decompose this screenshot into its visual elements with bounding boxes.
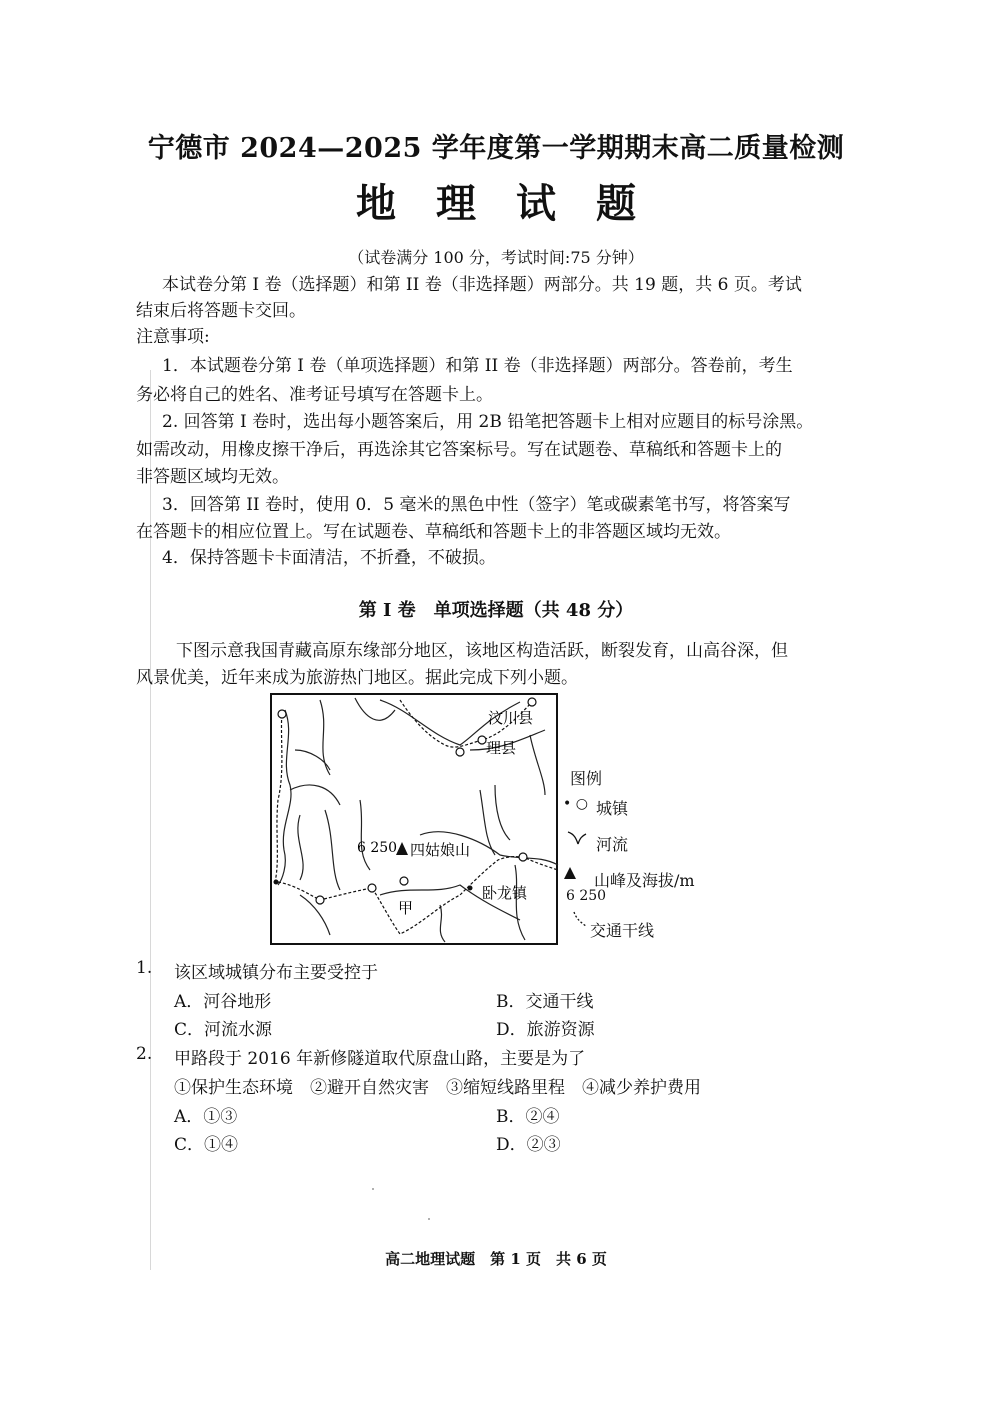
town-markers [278,698,536,904]
legend-river-icon [566,828,588,848]
note-2-line-1: 2. 回答第 I 卷时，选出每小题答案后，用 2B 铅笔把答题卡上相对应题目的标号涂黑。 [162,412,814,432]
note-4: 4．保持答题卡卡面清洁，不折叠，不破损。 [162,548,496,568]
question-1-option-a[interactable]: A．河谷地形 [174,992,272,1012]
town-marker [400,877,408,885]
scan-artifact-line [150,370,151,1270]
map-label-wenchuan: 汶川县 [488,709,534,727]
legend-river-label: 河流 [596,835,629,854]
town-marker [368,884,376,892]
legend-town-label: 城镇 [596,799,629,818]
question-1-option-b[interactable]: B．交通干线 [496,992,594,1012]
map-label-lixian: 理县 [486,739,517,757]
question-2-option-a[interactable]: A．①③ [174,1107,238,1127]
scan-speck [428,1218,430,1220]
note-3-line-2: 在答题卡的相应位置上。写在试题卷、草稿纸和答题卡上的非答题区域均无效。 [136,522,731,542]
legend-title: 图例 [570,769,603,788]
question-2-option-c[interactable]: C．①④ [174,1135,239,1155]
map-peak-elevation: 6 250 [357,840,398,856]
note-2-line-2: 如需改动，用橡皮擦干净后，再选涂其它答案标号。写在试题卷、草稿纸和答题卡上的 [136,440,782,460]
map-peak-name: 四姑娘山 [410,841,471,859]
note-2-line-3: 非答题区域均无效。 [136,467,289,487]
note-1-line-2: 务必将自己的姓名、准考证号填写在答题卡上。 [136,385,493,405]
note-3-line-1: 3．回答第 II 卷时，使用 0．5 毫米的黑色中性（签字）笔或碳素笔书写，将答案写 [162,495,791,515]
legend-road-icon [572,910,588,930]
note-1-line-1: 1．本试题卷分第 I 卷（单项选择题）和第 II 卷（非选择题）两部分。答卷前，考生 [162,356,793,376]
question-2-number: 2. [136,1044,153,1064]
wolong-dot [468,886,473,891]
notes-label: 注意事项: [136,327,210,347]
section-heading: 第 I 卷 单项选择题（共 48 分） [358,600,634,621]
question-2-choices: ①保护生态环境 ②避开自然灾害 ③缩短线路里程 ④减少养护费用 [174,1078,701,1098]
exam-title: 宁德市 2024—2025 学年度第一学期期末高二质量检测 [147,133,845,164]
question-stem-line-1: 下图示意我国青藏高原东缘部分地区，该地区构造活跃，断裂发育，山高谷深，但 [176,641,788,661]
map-label-wolong: 卧龙镇 [482,884,528,902]
intro-line-2: 结束后将答题卡交回。 [136,301,306,321]
question-1-stem: 该区域城镇分布主要受控于 [174,963,378,983]
question-2-stem: 甲路段于 2016 年新修隧道取代原盘山路，主要是为了 [174,1049,586,1069]
town-marker [316,896,324,904]
legend-peak-label: 山峰及海拔/m [594,871,695,890]
legend-town-symbol: • ○ [563,796,588,812]
map-label-jia: 甲 [398,899,414,917]
town-marker [278,710,286,718]
region-map [270,690,560,946]
town-dot [274,880,279,885]
town-marker [519,853,527,861]
question-stem-line-2: 风景优美，近年来成为旅游热门地区。据此完成下列小题。 [136,668,578,688]
legend-peak-elevation: 6 250 [566,888,607,904]
page-footer: 高二地理试题 第 1 页 共 6 页 [385,1250,607,1268]
question-1-number: 1. [136,958,153,978]
question-2-option-d[interactable]: D．②③ [496,1135,561,1155]
intro-line-1: 本试卷分第 I 卷（选择题）和第 II 卷（非选择题）两部分。共 19 题，共 6 页。考试 [162,275,802,295]
question-2-option-b[interactable]: B．②④ [496,1107,560,1127]
scan-speck [372,1188,374,1190]
exam-info: （试卷满分 100 分，考试时间:75 分钟） [348,248,644,267]
legend-peak-icon [563,866,577,880]
town-marker [478,736,486,744]
legend-road-label: 交通干线 [590,921,655,940]
subject-title: 地理试题 [356,180,676,227]
question-1-option-c[interactable]: C．河流水源 [174,1020,273,1040]
peak-triangle [396,842,408,855]
town-marker [456,748,464,756]
river-lines [278,698,558,942]
town-marker [528,698,536,706]
question-1-option-d[interactable]: D．旅游资源 [496,1020,595,1040]
